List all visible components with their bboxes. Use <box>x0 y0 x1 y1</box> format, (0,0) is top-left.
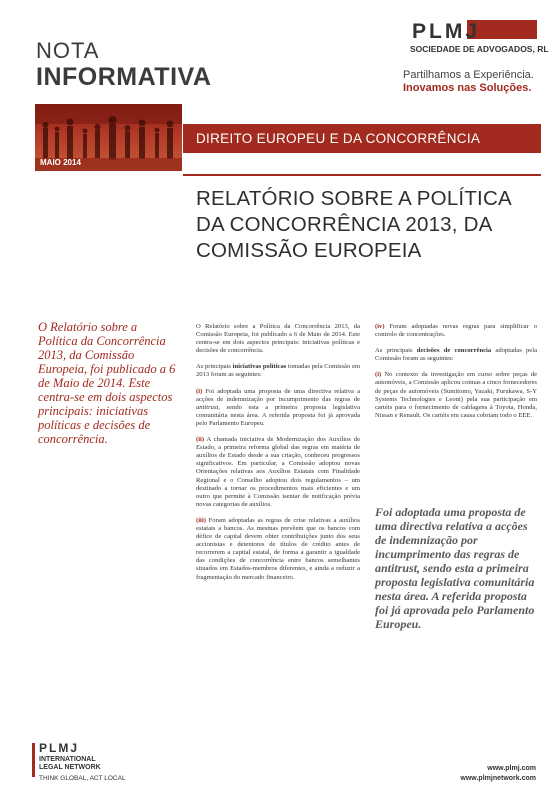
body-column-2 <box>375 323 537 420</box>
body-column-1 <box>196 323 360 582</box>
decision-item-1: (i) No contexto da investigação em curso sobre peças de automóveis, a Comissão aplicou coimas a cinco fornecedores de peças de automóveis (Sumitomo, Yazaki, Furukawa, S-Y Systems Technologies e Leoni) pela sua participação em cartéis para o fornecimento de cablagens à Toyota, Honda, Nissan e Renault. Os cartéis em causa cobriam todo o EEE. <box>375 371 537 419</box>
url-plmjnetwork[interactable]: www.plmjnetwork.com <box>460 775 536 782</box>
plmj-logo: PLMJ <box>412 20 481 43</box>
title-rule <box>183 174 541 176</box>
slogan-line2: Inovamos nas Soluções. <box>403 82 532 94</box>
section-title: DIREITO EUROPEU E DA CONCORRÊNCIA <box>196 131 481 146</box>
policy-item-3: (iii) Foram adoptadas as regras de crise relativas a auxílios estatais a bancos. As mesmas prevêem que os bancos com défice de capital devem obter contribuições junto dos seus accionistas e detentores de títulos de crédito antes de recorrerem a capital estatal, de forma a garantir a igualdade das condições de concorrência entre bancos semelhantes situados em Estados-membros diferentes, e ainda a reduzir a fragmentação do mercado financeiro. <box>196 516 360 581</box>
policy-item-4: (iv) Foram adoptadas novas regras para simplificar o controlo de concentrações. <box>375 323 537 339</box>
intro-paragraph: O Relatório sobre a Política da Concorrência 2013, da Comissão Europeia, foi publicado a 6 de Maio de 2014. Este centra-se em dois aspectos principais: iniciativas políticas e decisões de concorrência. <box>196 323 360 355</box>
article-title-line2: DA CONCORRÊNCIA 2013, DA <box>196 213 493 236</box>
right-pull-quote: Foi adoptada uma proposta de uma directiva relativa a acções de indemnização por incumprimento das regras de antitrust, sendo esta a primeira proposta legislativa comunitária nesta área. A referida proposta foi já aprovada pelo Parlamento Europeu. <box>375 505 535 631</box>
issue-date: MAIO 2014 <box>40 158 81 167</box>
left-pull-quote: O Relatório sobre a Política da Concorrência 2013, da Comissão Europeia, foi publicado a 6 de Maio de 2014. Este centra-se em dois aspectos principais: iniciativas políticas e decisões de concorrência. <box>38 320 176 446</box>
policy-item-1: (i) Foi adoptada uma proposta de uma directiva relativa a acções de indemnização por incumprimento das regras de antitrust, sendo esta a primeira proposta legislativa comunitária nesta área. A referida proposta foi já aprovada pelo Parlamento Europeu. <box>196 387 360 427</box>
slogan-line1: Partilhamos a Experiência. <box>403 69 534 81</box>
policy-intro-paragraph: As principais iniciativas políticas tomadas pela Comissão em 2013 foram as seguintes: <box>196 363 360 379</box>
decisions-intro-paragraph: As principais decisões de concorrência adoptadas pela Comissão foram as seguintes: <box>375 347 537 363</box>
url-plmj[interactable]: www.plmj.com <box>487 765 536 772</box>
logo-subtitle: SOCIEDADE DE ADVOGADOS, RL <box>410 44 549 54</box>
policy-item-2: (ii) A chamada iniciativa de Modernização dos Auxílios de Estado, a primeira reforma global das regras em matéria de auxílios de Estado desde a sua criação, conheceu progressos significativos. Em particular, a Comissão adoptou novas Orientações relativas aos Auxílios Estatais com Finalidade Regional e o Conselho adoptou dois regulamentos – um destinado a tornar os procedimentos mais eficientes e um outro que permite à Comissão isentar de notificação prévia novas categorias de auxílios. <box>196 436 360 508</box>
footer-plmj-logo: PLMJ <box>39 741 80 755</box>
footer-logo-bar <box>32 743 35 777</box>
footer-tagline: THINK GLOBAL, ACT LOCAL <box>39 775 126 782</box>
footer-network-line1: INTERNATIONAL <box>39 756 96 763</box>
nota-heading-line2: INFORMATIVA <box>36 63 212 91</box>
article-title-line3: COMISSÃO EUROPEIA <box>196 239 422 262</box>
article-title-line1: RELATÓRIO SOBRE A POLÍTICA <box>196 187 512 210</box>
nota-heading-line1: NOTA <box>36 38 100 63</box>
footer-network-line2: LEGAL NETWORK <box>39 764 101 771</box>
